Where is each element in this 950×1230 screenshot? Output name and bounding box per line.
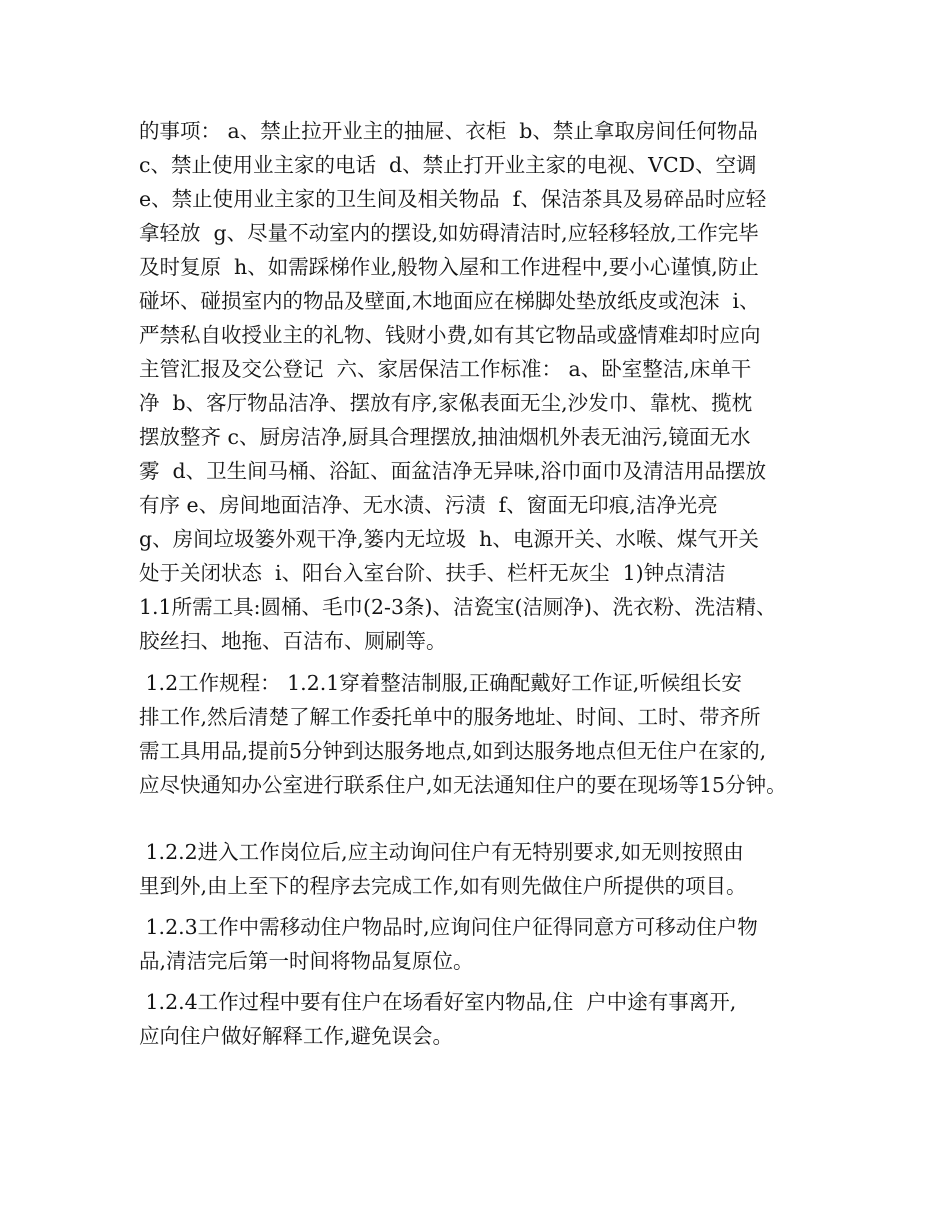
text-line: 应向住户做好解释工作,避免误会。 [139,1024,454,1048]
text-line: 碰坏、碰损室内的物品及壁面,木地面应在梯脚处垫放纸皮或泡沫 i、 [139,289,760,313]
text-line: 1.2.2进入工作岗位后,应主动询问住户有无特别要求,如无则按照由 [139,840,744,864]
text-line: 摆放整齐 c、厨房洁净,厨具合理摆放,抽油烟机外表无油污,镜面无水 [139,425,751,449]
text-line: 的事项： a、禁止拉开业主的抽屉、衣柜 b、禁止拿取房间任何物品 [139,119,758,143]
text-line: 里到外,由上至下的程序去完成工作,如有则先做住户所提供的项目。 [139,874,747,898]
text-line: e、禁止使用业主家的卫生间及相关物品 f、保洁茶具及易碎品时应轻 [139,187,767,211]
text-line: 1.2.3工作中需移动住户物品时,应询问住户征得同意方可移动住户物 [139,915,758,939]
text-line: 品,清洁完后第一时间将物品复原位。 [139,949,474,973]
text-line: 严禁私自收授业主的礼物、钱财小费,如有其它物品或盛情难却时应向 [139,323,761,347]
text-line: 1.2.4工作过程中要有住户在场看好室内物品,住 户中途有事离开, [139,990,737,1014]
text-line: 排工作,然后清楚了解工作委托单中的服务地址、时间、工时、带齐所 [139,705,761,729]
text-line: 应尽快通知办公室进行联系住户,如无法通知住户的要在现场等15分钟。 [139,773,787,797]
text-line: 处于关闭状态 i、阳台入室台阶、扶手、栏杆无灰尘 1)钟点清洁 [139,561,726,585]
text-line: g、房间垃圾篓外观干净,篓内无垃圾 h、电源开关、水喉、煤气开关 [139,527,759,551]
text-line: 需工具用品,提前5分钟到达服务地点,如到达服务地点但无住户在家的, [139,739,767,763]
text-line: 主管汇报及交公登记 六、家居保洁工作标准： a、卧室整洁,床单干 [139,357,752,381]
text-line: 雾 d、卫生间马桶、浴缸、面盆洁净无异味,浴巾面巾及清洁用品摆放 [139,459,767,483]
text-line: 及时复原 h、如需踩梯作业,般物入屋和工作进程中,要小心谨慎,防止 [139,255,759,279]
text-line: 1.2工作规程： 1.2.1穿着整洁制服,正确配戴好工作证,听候组长安 [139,671,742,695]
text-line: 1.1所需工具:圆桶、毛巾(2-3条)、洁瓷宝(洁厕净)、洗衣粉、洗洁精、 [139,595,777,619]
text-line: 净 b、客厅物品洁净、摆放有序,家俬表面无尘,沙发巾、靠枕、揽枕 [139,391,753,415]
text-line: 拿轻放 g、尽量不动室内的摆设,如妨碍清洁时,应轻移轻放,工作完毕 [139,221,759,245]
text-line: 胶丝扫、地拖、百洁布、厕刷等。 [139,629,447,653]
text-line: 有序 e、房间地面洁净、无水渍、污渍 f、窗面无印痕,洁净光亮 [139,493,718,517]
text-line: c、禁止使用业主家的电话 d、禁止打开业主家的电视、VCD、空调 [139,153,757,177]
